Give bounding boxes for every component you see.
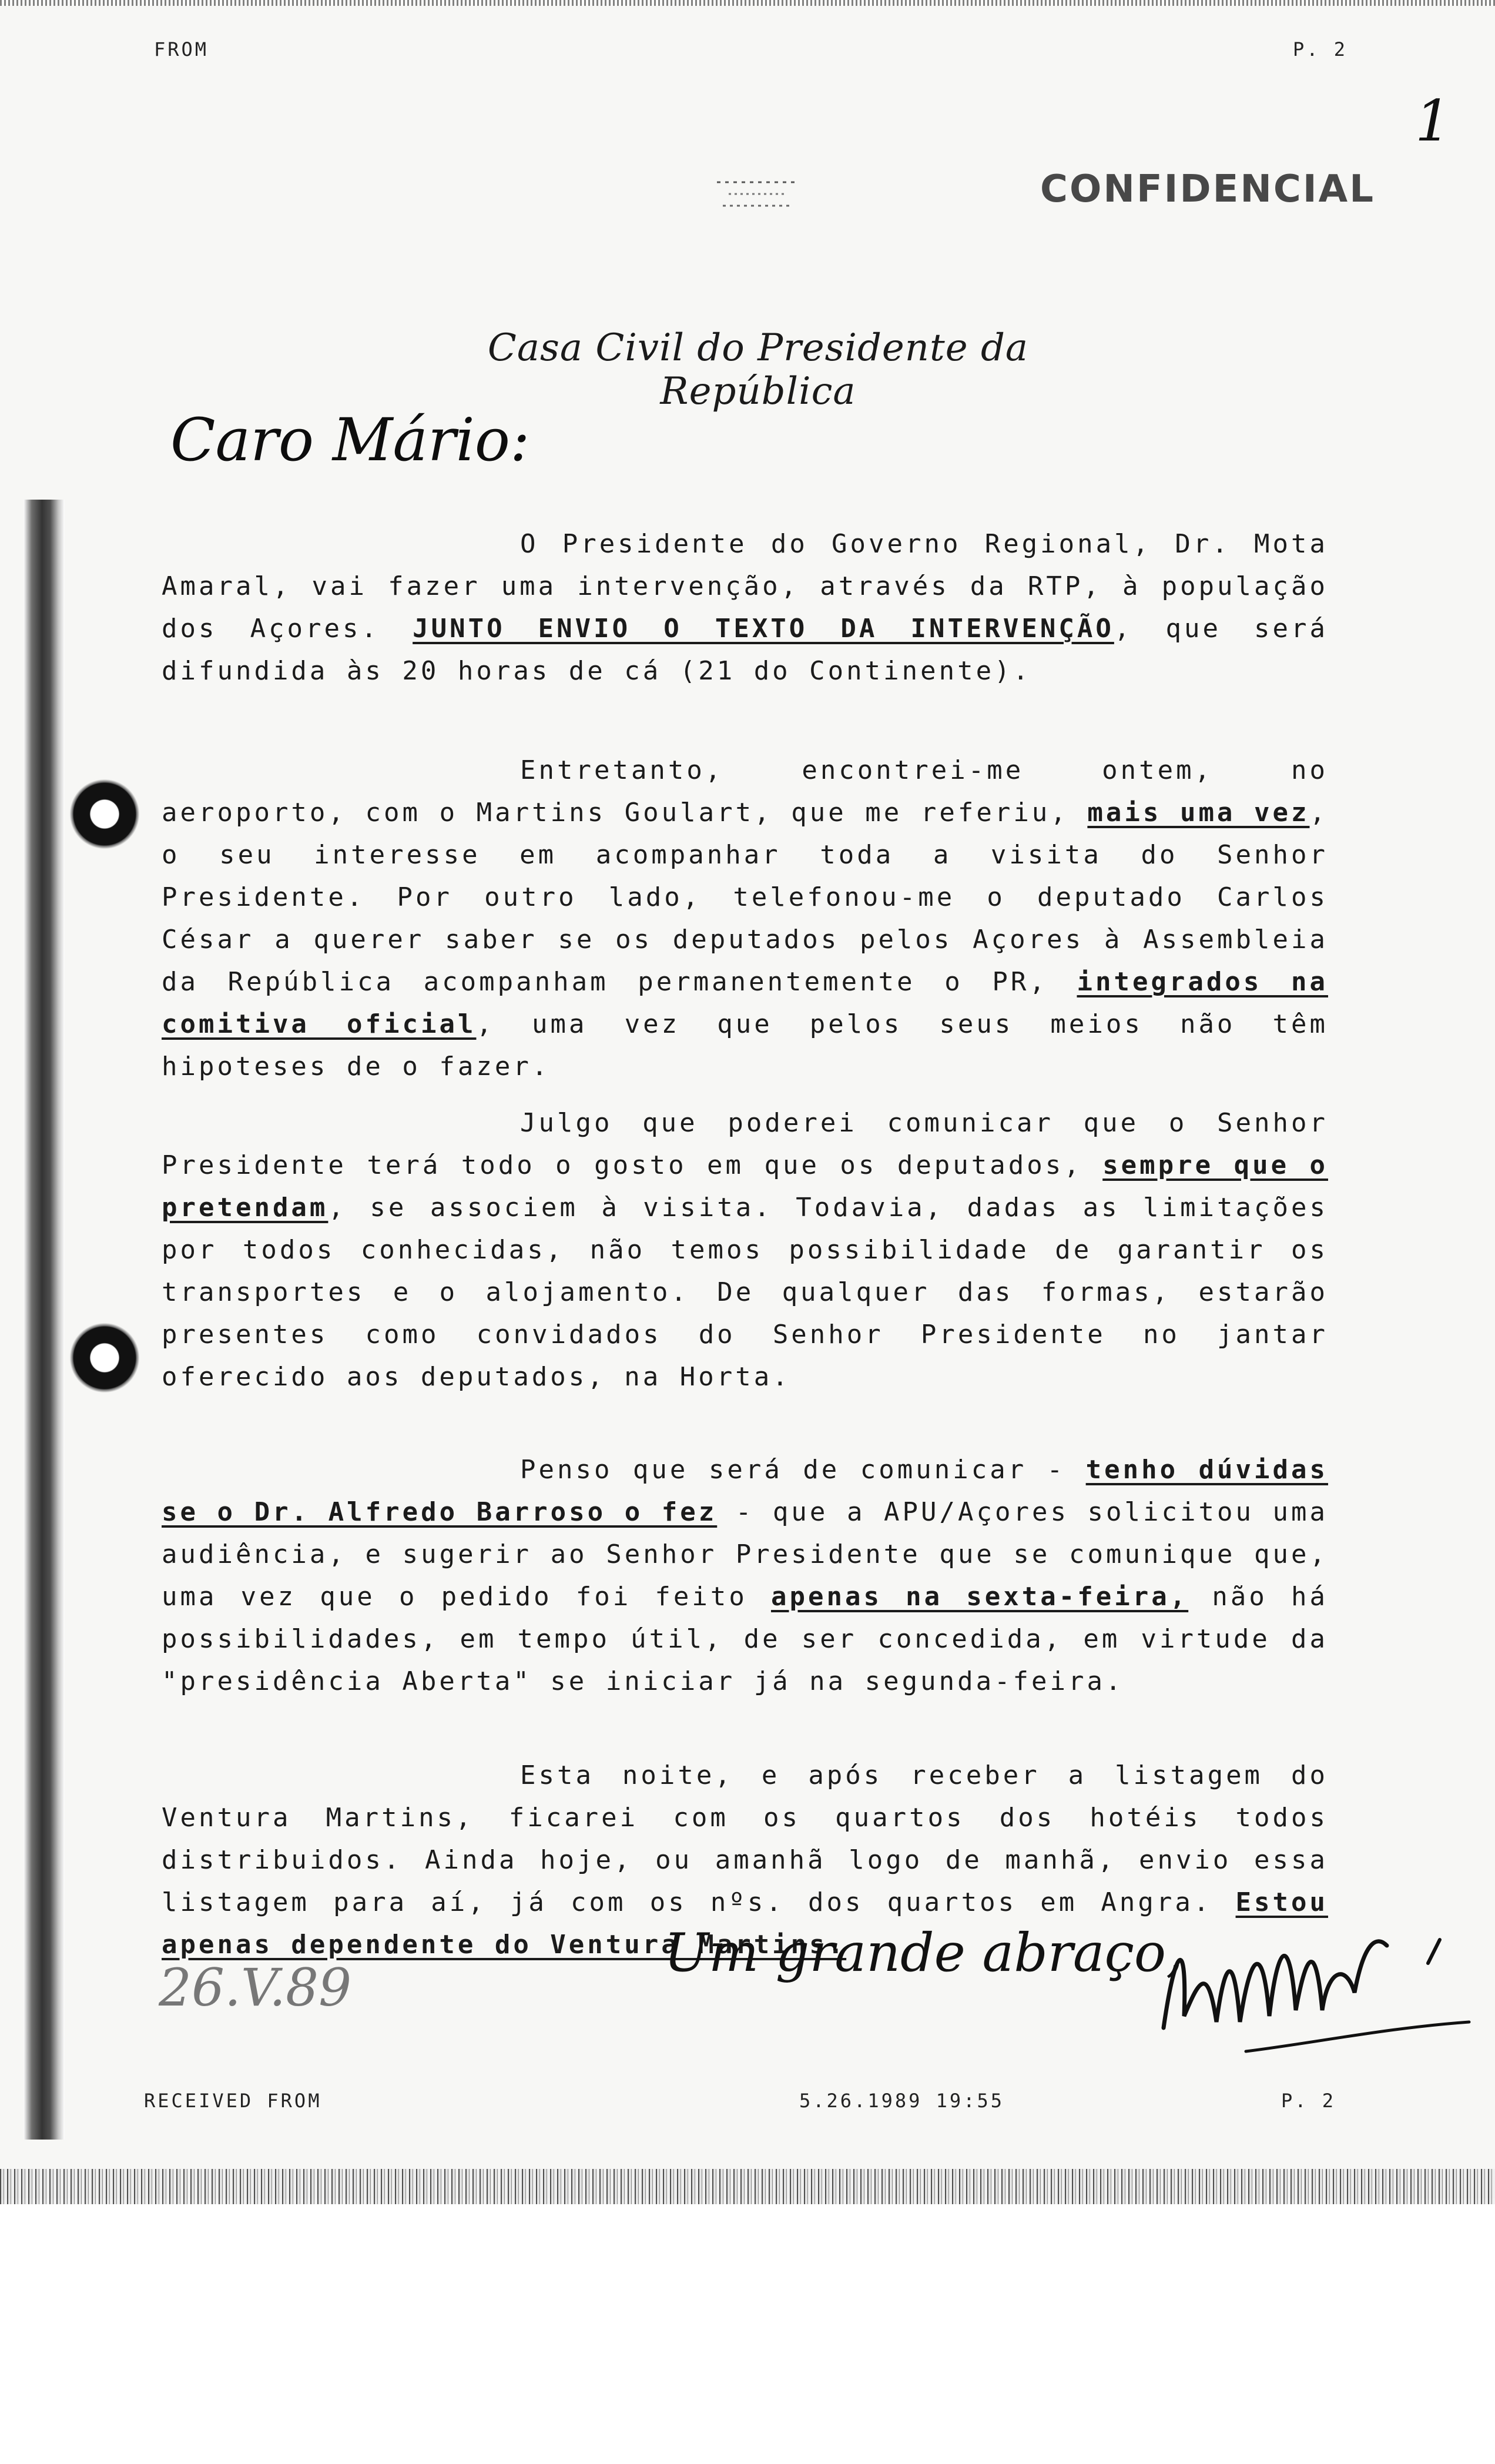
para4-underlined-a: tenho dúvidas se o Dr. Alfredo Barroso o fez — [162, 1455, 1329, 1527]
para1-text-b: , que será difundida às 20 horas de cá (21 do Continente). — [162, 614, 1329, 686]
scan-streak — [24, 500, 65, 2140]
para4-text-a: Penso que será de comunicar - — [520, 1455, 1086, 1485]
fax-footer-datetime: 5.26.1989 19:55 — [799, 2090, 1004, 2112]
stamp-smudge — [705, 170, 811, 217]
para2-text-a: Entretanto, encontrei-me ontem, no aeroporto, com o Martins Goulart, que me referiu, — [162, 755, 1328, 828]
para4-text-c: não há possibilidades, em tempo útil, de ser concedida, em virtude da "presidência Aberta" se iniciar já na segunda-feira. — [162, 1582, 1328, 1696]
fax-top-edge — [0, 0, 1495, 6]
page-number: 1 — [1415, 88, 1452, 154]
confidential-stamp: CONFIDENCIAL — [1040, 168, 1375, 211]
handwritten-signature — [1152, 1910, 1481, 2063]
paragraph-4 — [162, 1449, 1328, 1703]
para1-underlined: JUNTO ENVIO O TEXTO DA INTERVENÇÃO — [413, 614, 1114, 644]
punch-hole-upper — [69, 779, 140, 849]
paragraph-1 — [162, 523, 1328, 692]
para2-underlined-a: mais uma vez — [1087, 798, 1310, 828]
paragraph-2 — [162, 749, 1328, 1088]
fax-header-from: FROM — [154, 38, 209, 61]
fax-header-page: P. 2 — [1293, 38, 1348, 61]
para3-text-a: Julgo que poderei comunicar que o Senhor Presidente terá todo o gosto em que os deputados, — [162, 1108, 1328, 1180]
para2-underlined-b: integrados na comitiva oficial — [162, 967, 1328, 1039]
para5-text-a: Esta noite, e após receber a listagem do Ventura Martins, ficarei com os quartos dos hotéis todos distribuidos. Ainda hoje, ou amanhã logo de manhã, envio essa listagem para aí, já com os nºs. dos quartos em Angra. — [162, 1760, 1328, 1917]
fax-footer-page: P. 2 — [1281, 2090, 1336, 2112]
handwritten-date: 26.V.89 — [159, 1957, 352, 2018]
para3-text-b: , se associem à visita. Todavia, dadas as limitações por todos conhecidas, não temos possibilidade de garantir os transportes e o alojamento. De qualquer das formas, estarão presentes como convidados do Senhor Presidente no jantar oferecido aos deputados, na Horta. — [162, 1193, 1328, 1392]
letterhead: Casa Civil do Presidente da República — [487, 326, 1029, 413]
para5-underlined: Estou apenas dependente do Ventura Martins. — [162, 1887, 1328, 1960]
salutation: Caro Mário: — [170, 406, 530, 474]
para2-text-b: , o seu interesse em acompanhar toda a visita do Senhor Presidente. Por outro lado, telefonou-me o deputado Carlos César a querer saber se os deputados pelos Açores à Assembleia da República acompanham permanentemente o PR, — [162, 798, 1328, 997]
para4-underlined-b: apenas na sexta-feira, — [771, 1582, 1189, 1612]
para3-underlined: sempre que o pretendam — [162, 1150, 1328, 1223]
para1-text-a: O Presidente do Governo Regional, Dr. Mota Amaral, vai fazer uma intervenção, através da RTP, à população dos Açores. — [162, 529, 1328, 644]
para2-text-c: , uma vez que pelos seus meios não têm hipoteses de o fazer. — [162, 1009, 1329, 1082]
paragraph-3 — [162, 1102, 1328, 1398]
para4-text-b: - que a APU/Açores solicitou uma audiência, e sugerir ao Senhor Presidente que se comunique que, uma vez que o pedido foi feito — [162, 1497, 1328, 1612]
punch-hole-lower — [69, 1323, 140, 1393]
fax-footer-received: RECEIVED FROM — [144, 2090, 322, 2112]
fax-bottom-edge — [0, 2169, 1495, 2204]
handwritten-closing: Um grande abraço, — [664, 1922, 1183, 1984]
